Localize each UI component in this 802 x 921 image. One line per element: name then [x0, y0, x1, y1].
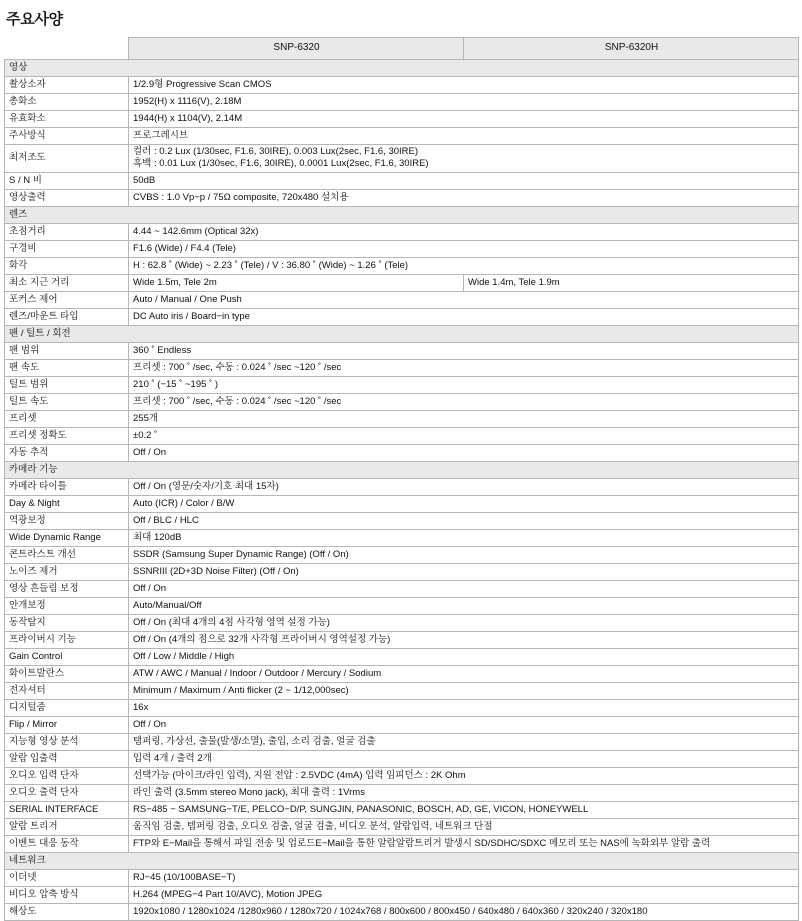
table-row: [5, 94, 799, 111]
table-row: [5, 128, 799, 145]
table-row: [5, 529, 799, 546]
spec-label: 초점거리: [5, 223, 129, 240]
section-header-row: [5, 206, 799, 223]
table-row: [5, 376, 799, 393]
spec-value-model-1: Wide 1.5m, Tele 2m: [129, 274, 464, 291]
spec-label: 프라이버시 기능: [5, 631, 129, 648]
table-row: [5, 750, 799, 767]
table-row: [5, 682, 799, 699]
spec-value: CVBS : 1.0 Vp−p / 75Ω composite, 720x480 설치용: [129, 189, 799, 206]
table-row: [5, 427, 799, 444]
spec-value: 움직임 검출, 템퍼링 검출, 오디오 검출, 얼굴 검출, 비디오 분석, 알람입력, 네트워크 단절: [129, 818, 799, 835]
section-title: 영상: [5, 60, 129, 77]
table-row: [5, 308, 799, 325]
table-row: [5, 145, 799, 173]
spec-value: Auto/Manual/Off: [129, 597, 799, 614]
spec-label: 팬 범위: [5, 342, 129, 359]
table-row: [5, 886, 799, 903]
spec-label: Flip / Mirror: [5, 716, 129, 733]
spec-value: ATW / AWC / Manual / Indoor / Outdoor / Mercury / Sodium: [129, 665, 799, 682]
spec-value: RS−485 − SAMSUNG−T/E, PELCO−D/P, SUNGJIN, PANASONIC, BOSCH, AD, GE, VICON, HONEYWELL: [129, 801, 799, 818]
spec-label: 해상도: [5, 903, 129, 920]
spec-label: 틸트 속도: [5, 393, 129, 410]
table-row: [5, 478, 799, 495]
table-row: [5, 580, 799, 597]
spec-value: SSNRIII (2D+3D Noise Filter) (Off / On): [129, 563, 799, 580]
spec-label: 알람 입출력: [5, 750, 129, 767]
spec-value: Off / On (최대 4개의 4점 사각형 영역 설정 가능): [129, 614, 799, 631]
spec-label: 팬 속도: [5, 359, 129, 376]
spec-label: 최소 지근 거리: [5, 274, 129, 291]
table-row: [5, 665, 799, 682]
section-header-row: [5, 325, 799, 342]
table-row: [5, 784, 799, 801]
table-row: [5, 444, 799, 461]
section-title: 렌즈: [5, 206, 129, 223]
table-row: [5, 767, 799, 784]
spec-label: 촬상소자: [5, 77, 129, 94]
table-row: [5, 291, 799, 308]
spec-value: 16x: [129, 699, 799, 716]
spec-label: 노이즈 제거: [5, 563, 129, 580]
spec-value-line: 컬러 : 0.2 Lux (1/30sec, F1.6, 30IRE), 0.003 Lux(2sec, F1.6, 30IRE): [133, 146, 419, 157]
section-header-row: [5, 60, 799, 77]
table-row: [5, 733, 799, 750]
spec-label: 알람 트리거: [5, 818, 129, 835]
spec-value: 탬퍼링, 가상선, 출물(발생/소멸), 출입, 소리 검출, 얼굴 검출: [129, 733, 799, 750]
table-row: [5, 342, 799, 359]
spec-label: 화이트발란스: [5, 665, 129, 682]
table-row: [5, 716, 799, 733]
section-title: 팬 / 틸트 / 회전: [5, 325, 129, 342]
spec-value-model-2: Wide 1.4m, Tele 1.9m: [464, 274, 799, 291]
spec-label: 카메라 타이틀: [5, 478, 129, 495]
table-row: [5, 801, 799, 818]
spec-value: Auto / Manual / One Push: [129, 291, 799, 308]
spec-label: 화각: [5, 257, 129, 274]
section-filler: [129, 60, 799, 77]
spec-value: ±0.2 ˚: [129, 427, 799, 444]
spec-label: 주사방식: [5, 128, 129, 145]
spec-label: 지능형 영상 분석: [5, 733, 129, 750]
spec-value: [129, 145, 799, 173]
spec-label: 안개보정: [5, 597, 129, 614]
spec-label: 전자셔터: [5, 682, 129, 699]
spec-label: 구경비: [5, 240, 129, 257]
spec-value: Off / On: [129, 716, 799, 733]
table-row: [5, 631, 799, 648]
table-row: [5, 172, 799, 189]
spec-value: 선택가능 (마이크/라인 입력), 지원 전압 : 2.5VDC (4mA) 입력 임피던스 : 2K Ohm: [129, 767, 799, 784]
spec-value: H : 62.8 ˚ (Wide) ~ 2.23 ˚ (Tele) / V : 36.80 ˚ (Wide) ~ 1.26 ˚ (Tele): [129, 257, 799, 274]
spec-label: 총화소: [5, 94, 129, 111]
table-row: [5, 903, 799, 920]
spec-label: 프리셋 정확도: [5, 427, 129, 444]
spec-value: 라인 출력 (3.5mm stereo Mono jack), 최대 출력 : 1Vrms: [129, 784, 799, 801]
spec-label: 유효화소: [5, 111, 129, 128]
table-row: [5, 546, 799, 563]
spec-value: 입력 4개 / 출력 2개: [129, 750, 799, 767]
spec-value: Off / On (영문/숫자/기호 최대 15자): [129, 478, 799, 495]
spec-label: 프리셋: [5, 410, 129, 427]
spec-value: Auto (ICR) / Color / B/W: [129, 495, 799, 512]
spec-label: Wide Dynamic Range: [5, 529, 129, 546]
page-title: 주요사양: [6, 11, 63, 28]
table-row: [5, 648, 799, 665]
spec-label: 역광보정: [5, 512, 129, 529]
spec-label: 자동 추적: [5, 444, 129, 461]
spec-value: 프로그레시브: [129, 128, 799, 145]
table-row: [5, 614, 799, 631]
spec-value: 1920x1080 / 1280x1024 /1280x960 / 1280x720 / 1024x768 / 800x600 / 800x450 / 640x480 / 640x360 / 320x240 / 320x180: [129, 903, 799, 920]
section-filler: [129, 325, 799, 342]
table-row: [5, 240, 799, 257]
spec-table: [4, 37, 799, 921]
spec-label: 최저조도: [5, 145, 129, 173]
section-title: 카메라 기능: [5, 461, 129, 478]
table-row: [5, 274, 799, 291]
table-row: [5, 495, 799, 512]
table-row: [5, 257, 799, 274]
spec-value: 1952(H) x 1116(V), 2.18M: [129, 94, 799, 111]
spec-value: 210 ˚ (−15 ˚ ~195 ˚ ): [129, 376, 799, 393]
spec-value: Off / Low / Middle / High: [129, 648, 799, 665]
spec-value: 프리셋 : 700 ˚ /sec, 수동 : 0.024 ˚ /sec ~120 ˚ /sec: [129, 359, 799, 376]
spec-label: SERIAL INTERFACE: [5, 801, 129, 818]
spec-label: 디지털줌: [5, 699, 129, 716]
spec-label: 영상출력: [5, 189, 129, 206]
section-title: 네트워크: [5, 852, 129, 869]
table-row: [5, 597, 799, 614]
spec-label: 동작탐지: [5, 614, 129, 631]
spec-value: 360 ˚ Endless: [129, 342, 799, 359]
spec-value: SSDR (Samsung Super Dynamic Range) (Off / On): [129, 546, 799, 563]
spec-value: F1.6 (Wide) / F4.4 (Tele): [129, 240, 799, 257]
spec-label: 포커스 제어: [5, 291, 129, 308]
spec-value: Off / BLC / HLC: [129, 512, 799, 529]
table-row: [5, 835, 799, 852]
table-row: [5, 77, 799, 94]
spec-value: H.264 (MPEG−4 Part 10/AVC), Motion JPEG: [129, 886, 799, 903]
spec-label: Day & Night: [5, 495, 129, 512]
header-model-1: SNP-6320: [129, 38, 464, 60]
spec-label: 이벤트 대응 동작: [5, 835, 129, 852]
table-row: [5, 818, 799, 835]
section-header-row: [5, 461, 799, 478]
table-row: [5, 111, 799, 128]
spec-value: 프리셋 : 700 ˚ /sec, 수동 : 0.024 ˚ /sec ~120 ˚ /sec: [129, 393, 799, 410]
spec-label: 영상 흔들림 보정: [5, 580, 129, 597]
table-row: [5, 223, 799, 240]
spec-value: DC Auto iris / Board−in type: [129, 308, 799, 325]
header-model-2: SNP-6320H: [464, 38, 799, 60]
spec-value: 255개: [129, 410, 799, 427]
spec-value: Off / On: [129, 444, 799, 461]
spec-value-line: 흑백 : 0.01 Lux (1/30sec, F1.6, 30IRE), 0.0001 Lux(2sec, F1.6, 30IRE): [133, 158, 429, 170]
section-filler: [129, 461, 799, 478]
table-row: [5, 189, 799, 206]
spec-label: 렌즈/마운트 타입: [5, 308, 129, 325]
spec-label: S / N 비: [5, 172, 129, 189]
table-row: [5, 410, 799, 427]
section-filler: [129, 206, 799, 223]
spec-label: 틸트 범위: [5, 376, 129, 393]
spec-value: 1944(H) x 1104(V), 2.14M: [129, 111, 799, 128]
spec-value: Off / On: [129, 580, 799, 597]
spec-value: 50dB: [129, 172, 799, 189]
table-row: [5, 563, 799, 580]
spec-label: 오디오 입력 단자: [5, 767, 129, 784]
table-row: [5, 869, 799, 886]
spec-value: Minimum / Maximum / Anti flicker (2 ~ 1/12,000sec): [129, 682, 799, 699]
spec-label: 오디오 출력 단자: [5, 784, 129, 801]
table-row: [5, 512, 799, 529]
spec-value: 4.44 ~ 142.6mm (Optical 32x): [129, 223, 799, 240]
section-header-row: [5, 852, 799, 869]
spec-value: FTP와 E−Mail을 통해서 파일 전송 및 업로드E−Mail을 통한 알람알람트리거 발생시 SD/SDHC/SDXC 메모리 또는 NAS에 녹화외부 알람 출력: [129, 835, 799, 852]
table-row: [5, 699, 799, 716]
spec-label: 비디오 압축 방식: [5, 886, 129, 903]
spec-value: 최대 120dB: [129, 529, 799, 546]
spec-value: RJ−45 (10/100BASE−T): [129, 869, 799, 886]
header-blank-cell: [5, 38, 129, 60]
table-row: [5, 359, 799, 376]
spec-label: Gain Control: [5, 648, 129, 665]
spec-value: 1/2.9형 Progressive Scan CMOS: [129, 77, 799, 94]
table-row: [5, 393, 799, 410]
spec-value: Off / On (4개의 점으로 32개 사각형 프라이버시 영역설정 가능): [129, 631, 799, 648]
table-header-row: [5, 38, 799, 60]
spec-label: 콘트라스트 개선: [5, 546, 129, 563]
spec-label: 이더넷: [5, 869, 129, 886]
section-filler: [129, 852, 799, 869]
